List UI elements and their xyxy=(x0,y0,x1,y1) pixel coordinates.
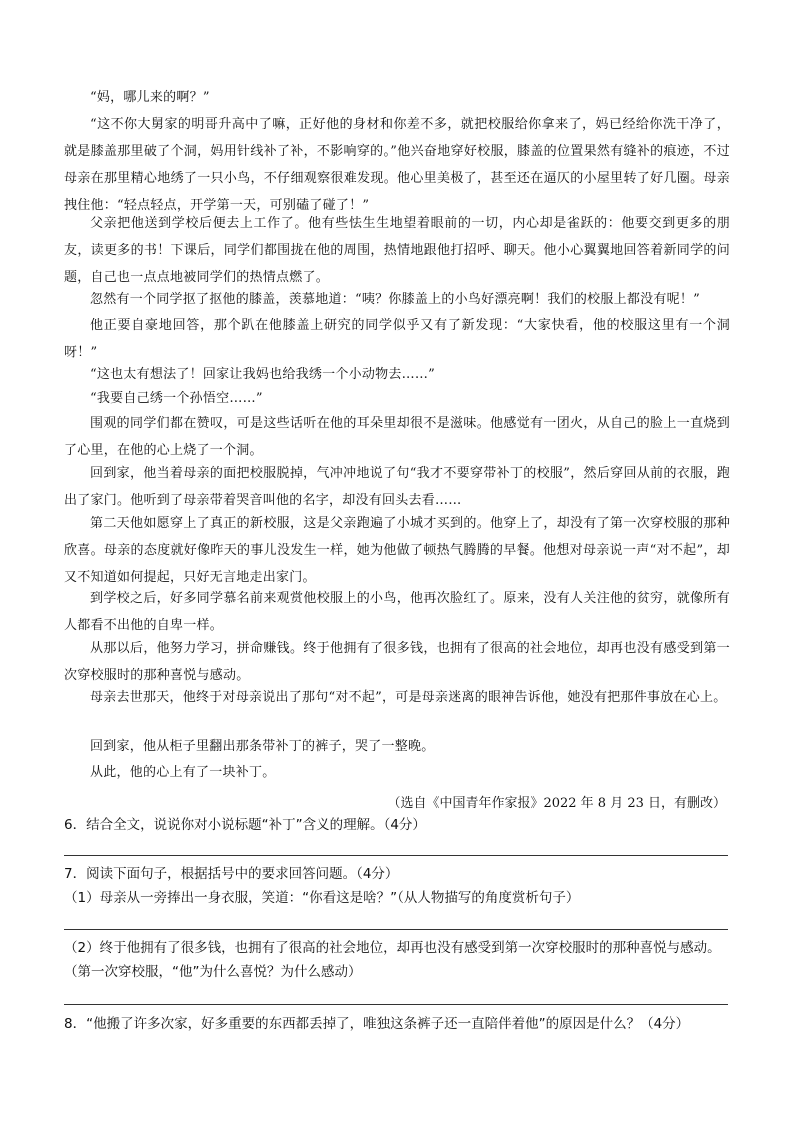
source-citation: （选自《中国青年作家报》2022 年 8 月 23 日，有删改） xyxy=(387,796,726,811)
story-paragraph: 忽然有一个同学抠了抠他的膝盖，羡慕地道：“咦？你膝盖上的小鸟好漂亮啊！我们的校服上都没有呢！” xyxy=(90,292,701,307)
story-paragraph: “妈，哪儿来的啊？” xyxy=(90,90,210,105)
story-paragraph: 母亲去世那天，他终于对母亲说出了那句“对不起”，可是母亲迷离的眼神告诉他，她没有把那件事放在心上。 xyxy=(90,690,727,705)
story-paragraph: 到学校之后，好多同学慕名前来观赏他校服上的小鸟，他再次脸红了。原来，没有人关注他的贫穷，就像所有人都看不出他的自卑一样。 xyxy=(64,591,730,633)
story-paragraph: “这也太有想法了！回家让我妈也给我绣一个小动物去……” xyxy=(90,367,436,382)
answer-line xyxy=(64,929,728,930)
story-paragraph: 回到家，他从柜子里翻出那条带补丁的裤子，哭了一整晚。 xyxy=(90,739,435,754)
question-8: 8．“他搬了许多次家，好多重要的东西都丢掉了，唯独这条裤子还一直陪伴着他”的原因是什么？（4分） xyxy=(64,1016,690,1032)
question-6: 6．结合全文，说说你对小说标题“补丁”含义的理解。（4分） xyxy=(64,817,426,833)
story-paragraph: “我要自己绣一个孙悟空……” xyxy=(90,391,263,406)
story-paragraph: 第二天他如愿穿上了真正的新校服，这是父亲跑遍了小城才买到的。他穿上了，却没有了第一次穿校服的那种欣喜。母亲的态度就好像昨天的事儿没发生一样，她为他做了顿热气腾腾的早餐。他想对母亲说一声“对不起”，却又不知道如何提起，只好无言地走出家门。 xyxy=(64,516,730,585)
story-paragraph: 父亲把他送到学校后便去上工作了。他有些怯生生地望着眼前的一切，内心却是雀跃的：他要交到更多的朋友，读更多的书！下课后，同学们都围拢在他的周围，热情地跟他打招呼、聊天。他小心翼翼地回答着新同学的问题，自己也一点点地被同学们的热情点燃了。 xyxy=(64,216,730,285)
story-paragraph: “这不你大舅家的明哥升高中了嘛，正好他的身材和你差不多，就把校服给你拿来了，妈已经给你洗干净了，就是膝盖那里破了个洞，妈用针线补了补，不影响穿的。”他兴奋地穿好校服，膝盖的位置果然有缝补的痕迹，不过母亲在那里精心地绣了一只小鸟，不仔细观察很难发现。他心里美极了，甚至还在逼仄的小屋里转了好几圈。母亲拽住他：“轻点轻点，开学第一天，可别磕了碰了！” xyxy=(64,117,730,213)
answer-line xyxy=(64,855,728,856)
question-7-1: （1）母亲从一旁捧出一身衣服，笑道：“你看这是啥？”（从人物描写的角度赏析句子） xyxy=(64,890,580,906)
question-7: 7．阅读下面句子，根据括号中的要求回答问题。（4分） xyxy=(64,866,399,882)
question-7-2: （2）终于他拥有了很多钱，也拥有了很高的社会地位，却再也没有感受到第一次穿校服时的那种喜悦与感动。（第一次穿校服，“他”为什么喜悦？为什么感动） xyxy=(64,940,721,980)
story-paragraph: 回到家，他当着母亲的面把校服脱掉，气冲冲地说了句“我才不要穿带补丁的校服”，然后穿回从前的衣服，跑出了家门。他听到了母亲带着哭音叫他的名字，却没有回头去看…… xyxy=(64,466,730,508)
answer-line xyxy=(64,1004,728,1005)
story-paragraph: 围观的同学们都在赞叹，可是这些话听在他的耳朵里却很不是滋味。他感觉有一团火，从自己的脸上一直烧到了心里，在他的心上烧了一个洞。 xyxy=(64,416,730,458)
story-paragraph: 他正要自豪地回答，那个趴在他膝盖上研究的同学似乎又有了新发现：“大家快看，他的校服这里有一个洞呀！” xyxy=(64,318,730,360)
story-paragraph: 从那以后，他努力学习，拼命赚钱。终于他拥有了很多钱，也拥有了很高的社会地位，却再也没有感受到第一次穿校服时的那种喜悦与感动。 xyxy=(64,641,730,683)
story-paragraph: 从此，他的心上有了一块补丁。 xyxy=(90,765,276,780)
